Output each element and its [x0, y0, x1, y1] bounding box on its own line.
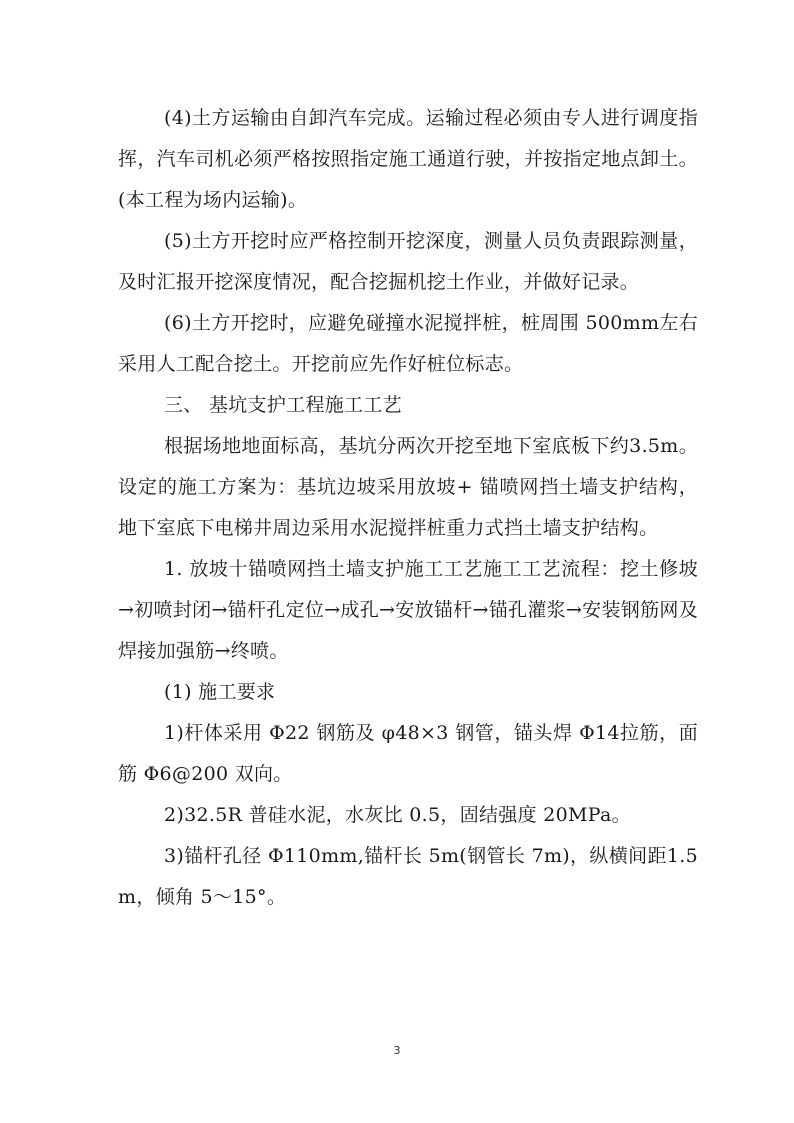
paragraph-process-flow: 1. 放坡十锚喷网挡土墙支护施工工艺施工工艺流程：挖土修坡→初喷封闭→锚杆孔定位→成孔→安放锚杆→锚孔灌浆→安装钢筋网及焊接加强筋→终喷。: [118, 558, 698, 662]
subheading-construction-requirements: (1) 施工要求: [164, 681, 276, 703]
section-heading-support-process: 三、 基坑支护工程施工工艺: [164, 394, 402, 416]
paragraph-support-plan: 根据场地地面标高，基坑分两次开挖至地下室底板下约3.5m。设定的施工方案为：基坑边坡采用放坡+ 锚喷网挡土墙支护结构，地下室底下电梯井周边采用水泥搅拌桩重力式挡土墙支护结构。: [118, 435, 698, 539]
paragraph-avoid-piles: (6)土方开挖时，应避免碰撞水泥搅拌桩，桩周围 500mm左右采用人工配合挖土。开挖前应先作好桩位标志。: [118, 312, 698, 375]
paragraph-earth-transport: (4)土方运输由自卸汽车完成。运输过程必须由专人进行调度指挥，汽车司机必须严格按照指定施工通道行驶，并按指定地点卸土。(本工程为场内运输)。: [118, 107, 698, 211]
requirement-item-3: 3)锚杆孔径 Φ110mm,锚杆长 5m(钢管长 7m)，纵横间距1.5m，倾角 5～15°。: [118, 845, 698, 908]
requirement-item-1: 1)杆体采用 Φ22 钢筋及 φ48×3 钢管，锚头焊 Φ14拉筋，面筋 Φ6@200 双向。: [118, 722, 698, 785]
document-body: [118, 98, 698, 918]
requirement-item-2: 2)32.5R 普硅水泥，水灰比 0.5，固结强度 20MPa。: [164, 804, 631, 826]
paragraph-excavation-depth: (5)土方开挖时应严格控制开挖深度，测量人员负责跟踪测量，及时汇报开挖深度情况，配合挖掘机挖土作业，并做好记录。: [118, 230, 698, 293]
page-number: 3: [393, 1044, 401, 1057]
